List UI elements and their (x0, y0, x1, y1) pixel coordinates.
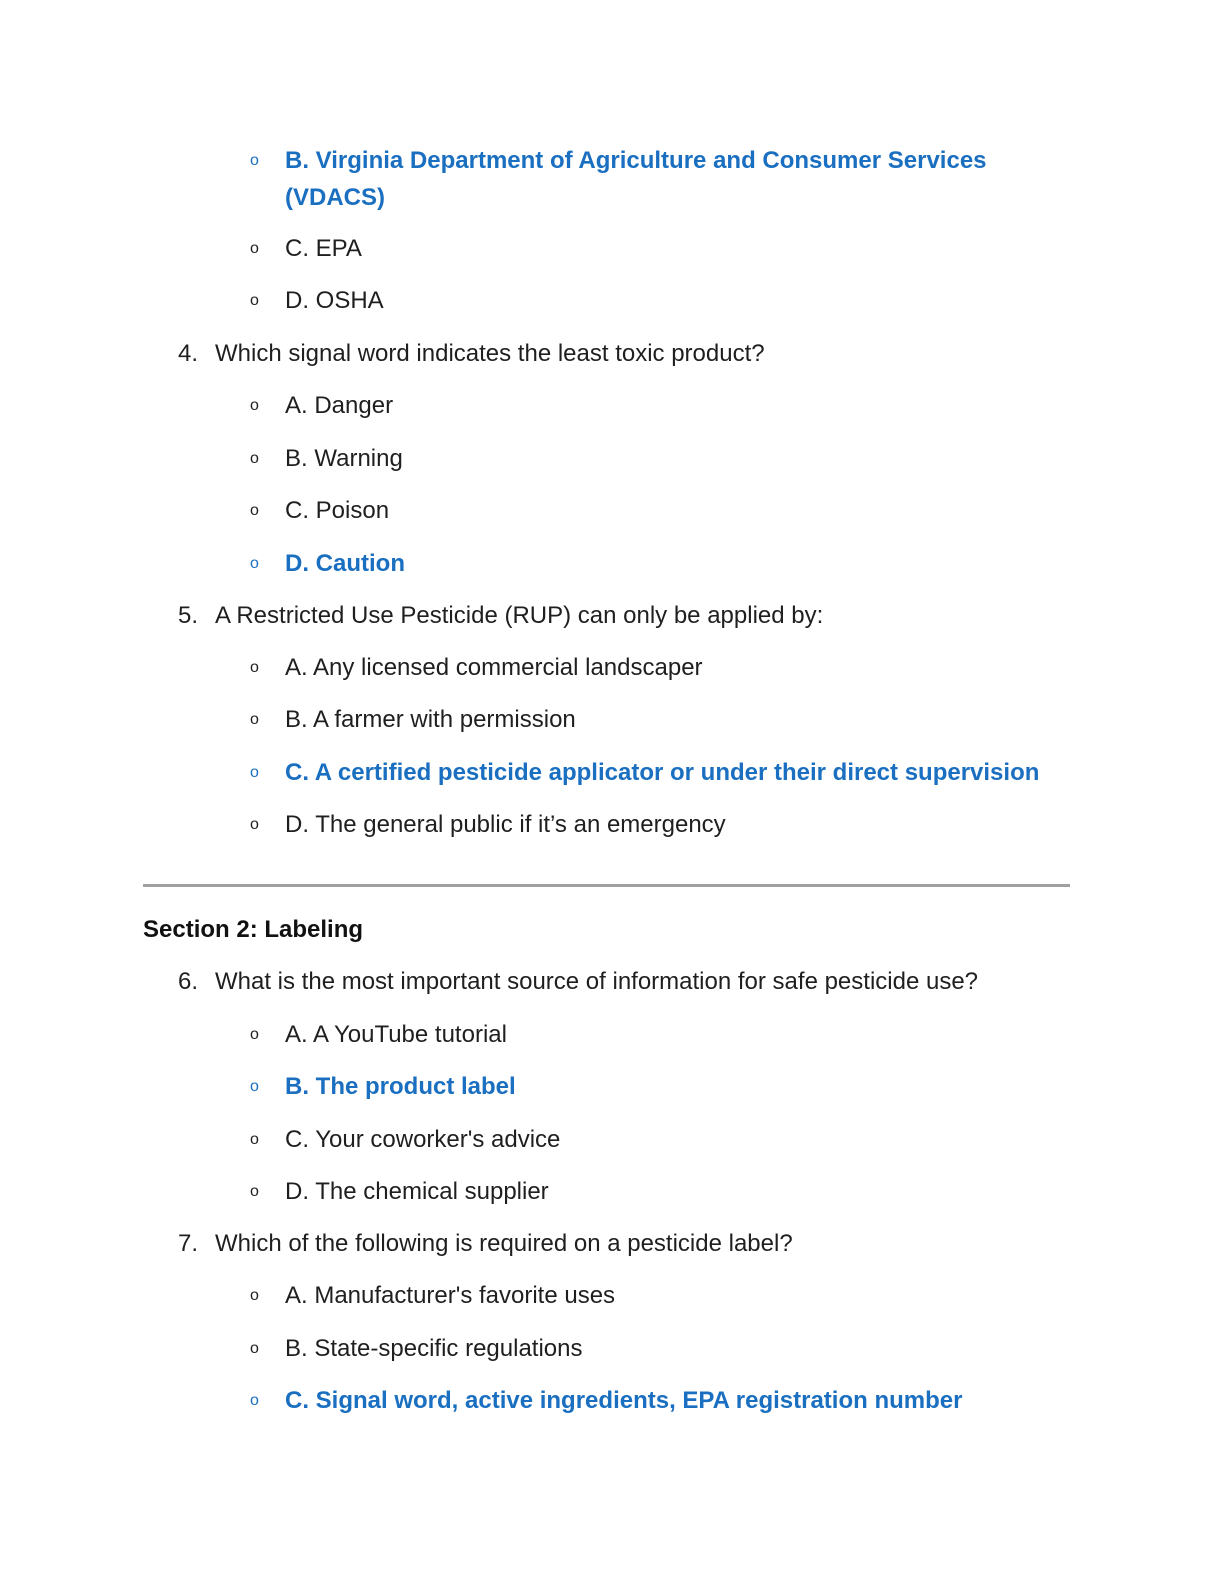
bullet-icon: o (250, 450, 259, 467)
bullet-icon: o (250, 1131, 259, 1148)
bullet-icon: o (250, 240, 259, 257)
option-text: C. EPA (285, 235, 362, 262)
option-text: D. The chemical supplier (285, 1178, 549, 1205)
option-text: A. Manufacturer's favorite uses (285, 1282, 616, 1309)
option-text: A. A YouTube tutorial (285, 1021, 507, 1048)
option-text-correct: C. A certified pesticide applicator or under their direct supervision (285, 759, 1040, 786)
question-text: Which signal word indicates the least toxic product? (215, 340, 765, 367)
bullet-icon: o (250, 711, 259, 728)
bullet-icon: o (250, 555, 259, 572)
question-number: 5. (178, 602, 199, 629)
option-text-correct-cont: (VDACS) (285, 184, 385, 211)
bullet-icon: o (250, 1026, 259, 1043)
option-text-correct: C. Signal word, active ingredients, EPA registration number (285, 1387, 963, 1414)
option-text-correct: B. The product label (285, 1073, 516, 1100)
bullet-icon: o (250, 397, 259, 414)
bullet-icon: o (250, 1078, 259, 1095)
option-text: D. OSHA (285, 287, 384, 314)
bullet-icon: o (250, 1392, 259, 1409)
section-divider (143, 884, 1070, 887)
option-text: B. State-specific regulations (285, 1335, 583, 1362)
option-text-correct: D. Caution (285, 550, 405, 577)
option-text: C. Your coworker's advice (285, 1126, 561, 1153)
bullet-icon: o (250, 1183, 259, 1200)
bullet-icon: o (250, 1340, 259, 1357)
question-text: A Restricted Use Pesticide (RUP) can only be applied by: (215, 602, 824, 629)
bullet-icon: o (250, 292, 259, 309)
question-number: 7. (178, 1230, 199, 1257)
option-text: A. Danger (285, 392, 394, 419)
question-number: 4. (178, 340, 199, 367)
option-text: A. Any licensed commercial landscaper (285, 654, 703, 681)
option-text-correct: B. Virginia Department of Agriculture and Consumer Services (285, 147, 987, 174)
bullet-icon: o (250, 152, 259, 169)
question-number: 6. (178, 968, 199, 995)
bullet-icon: o (250, 764, 259, 781)
question-text: Which of the following is required on a pesticide label? (215, 1230, 793, 1257)
question-text: What is the most important source of information for safe pesticide use? (215, 968, 979, 995)
option-text: C. Poison (285, 497, 390, 524)
option-text: B. Warning (285, 445, 403, 472)
bullet-icon: o (250, 816, 259, 833)
bullet-icon: o (250, 1287, 259, 1304)
bullet-icon: o (250, 659, 259, 676)
bullet-icon: o (250, 502, 259, 519)
option-text: D. The general public if it’s an emergency (285, 811, 726, 838)
section-title: Section 2: Labeling (143, 916, 364, 943)
option-text: B. A farmer with permission (285, 706, 576, 733)
